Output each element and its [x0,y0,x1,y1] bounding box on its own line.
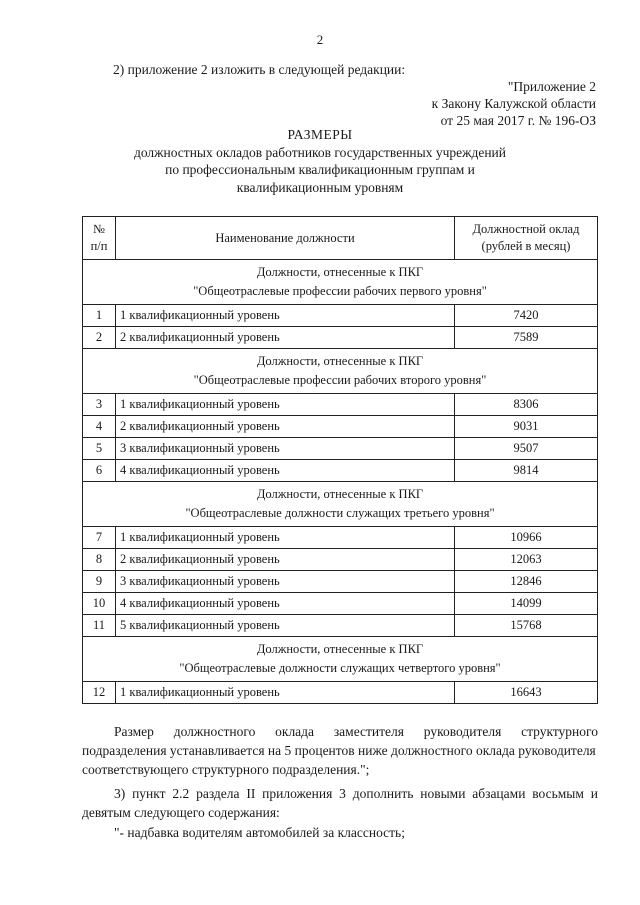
intro-line: 2) приложение 2 изложить в следующей редакции: [113,62,406,77]
word: 3 [339,786,346,801]
row-number: 6 [83,460,116,482]
group-header-row [83,637,598,682]
group-title-line-2: "Общеотраслевые должности служащих третьего уровня" [185,506,495,520]
salary-table [82,216,598,704]
paragraph-driver-bonus: "- надбавка водителям автомобилей за классность; [114,825,405,840]
word: оклада [275,724,315,739]
row-position-name: 2 квалификационный уровень [116,416,455,438]
table-row [83,593,598,615]
header-number-line-2: п/п [90,239,108,253]
header-number [83,217,116,260]
heading-line-2: по профессиональным квалификационным группам и [165,162,475,177]
row-salary: 9031 [455,416,598,438]
row-position-name: 3 квалификационный уровень [116,571,455,593]
word: и [590,786,598,801]
word: II [246,786,256,801]
row-salary: 9814 [455,460,598,482]
table-row [83,460,598,482]
heading-line-3: квалификационным уровням [236,179,404,195]
word: руководителя [423,724,502,739]
header-salary-line-1: Должностной оклад [472,222,580,236]
header-number-line-1: № [93,222,105,236]
group-header-row [83,260,598,305]
document-heading [0,126,640,196]
appendix-reference [432,78,596,129]
word: заместителя [333,724,404,739]
group-header-row [83,482,598,527]
word: 3) [114,786,126,801]
row-salary: 12063 [455,549,598,571]
row-number: 10 [83,593,116,615]
table-row [83,394,598,416]
row-number: 11 [83,615,116,637]
group-header-row [83,349,598,394]
word: восьмым [532,786,584,801]
word: должностного [173,724,256,739]
table-row [83,549,598,571]
row-salary: 7420 [455,305,598,327]
paragraph-line-2: девятым следующего содержания: [82,805,280,820]
row-salary: 8306 [455,394,598,416]
page-number: 2 [316,32,324,47]
paragraph-line-2: подразделения устанавливается на 5 процентов ниже должностного оклада руководителя [82,743,596,758]
row-position-name: 1 квалификационный уровень [116,305,455,327]
group-title-line-1: Должности, отнесенные к ПКГ [256,354,424,368]
paragraph-line-3: соответствующего структурного подразделения."; [82,762,370,777]
appendix-line-2: к Закону Калужской области [431,96,596,111]
group-title-line-1: Должности, отнесенные к ПКГ [256,487,424,501]
group-title [83,637,598,682]
row-position-name: 5 квалификационный уровень [116,615,455,637]
word: раздела [196,786,240,801]
paragraph-deputy-salary [82,722,598,779]
table-row [83,438,598,460]
row-number: 1 [83,305,116,327]
row-position-name: 4 квалификационный уровень [116,593,455,615]
row-number: 12 [83,682,116,704]
group-title-line-1: Должности, отнесенные к ПКГ [256,642,424,656]
table-row [83,416,598,438]
row-number: 2 [83,327,116,349]
word: абзацами [472,786,526,801]
row-salary: 14099 [455,593,598,615]
row-number: 3 [83,394,116,416]
table-row [83,327,598,349]
row-number: 4 [83,416,116,438]
appendix-line-1: "Приложение 2 [507,79,596,94]
header-salary-line-2: (рублей в месяц) [481,239,571,253]
table-row [83,305,598,327]
row-number: 9 [83,571,116,593]
row-position-name: 2 квалификационный уровень [116,327,455,349]
word: 2.2 [172,786,190,801]
row-number: 8 [83,549,116,571]
word: дополнить [352,786,414,801]
table-row [83,571,598,593]
heading-line-1: должностных окладов работников государственных учреждений [133,144,506,160]
row-position-name: 1 квалификационный уровень [116,394,455,416]
header-salary [455,217,598,260]
appendix-line-3: от 25 мая 2017 г. № 196-ОЗ [440,113,596,128]
table-row [83,682,598,704]
row-position-name: 2 квалификационный уровень [116,549,455,571]
word: структурного [521,724,598,739]
header-name: Наименование должности [116,217,455,260]
table-header-row [83,217,598,260]
row-salary: 10966 [455,527,598,549]
paragraph-amendment [82,784,598,822]
word: приложения [262,786,333,801]
word: новыми [420,786,466,801]
group-title [83,260,598,305]
word: Размер [114,724,154,739]
paragraph-first-line [82,784,598,803]
row-position-name: 1 квалификационный уровень [116,527,455,549]
row-salary: 12846 [455,571,598,593]
row-salary: 15768 [455,615,598,637]
row-position-name: 1 квалификационный уровень [116,682,455,704]
heading-title: РАЗМЕРЫ [287,127,353,142]
row-salary: 7589 [455,327,598,349]
row-number: 5 [83,438,116,460]
group-title-line-2: "Общеотраслевые профессии рабочих второго уровня" [193,373,487,387]
group-title [83,349,598,394]
row-salary: 16643 [455,682,598,704]
paragraph-first-line [82,722,598,741]
table-row [83,527,598,549]
row-salary: 9507 [455,438,598,460]
row-number: 7 [83,527,116,549]
row-position-name: 3 квалификационный уровень [116,438,455,460]
group-title [83,482,598,527]
row-position-name: 4 квалификационный уровень [116,460,455,482]
table-row [83,615,598,637]
group-title-line-2: "Общеотраслевые профессии рабочих первого уровня" [193,284,487,298]
word: пункт [132,786,166,801]
group-title-line-2: "Общеотраслевые должности служащих четвертого уровня" [179,661,501,675]
group-title-line-1: Должности, отнесенные к ПКГ [256,265,424,279]
